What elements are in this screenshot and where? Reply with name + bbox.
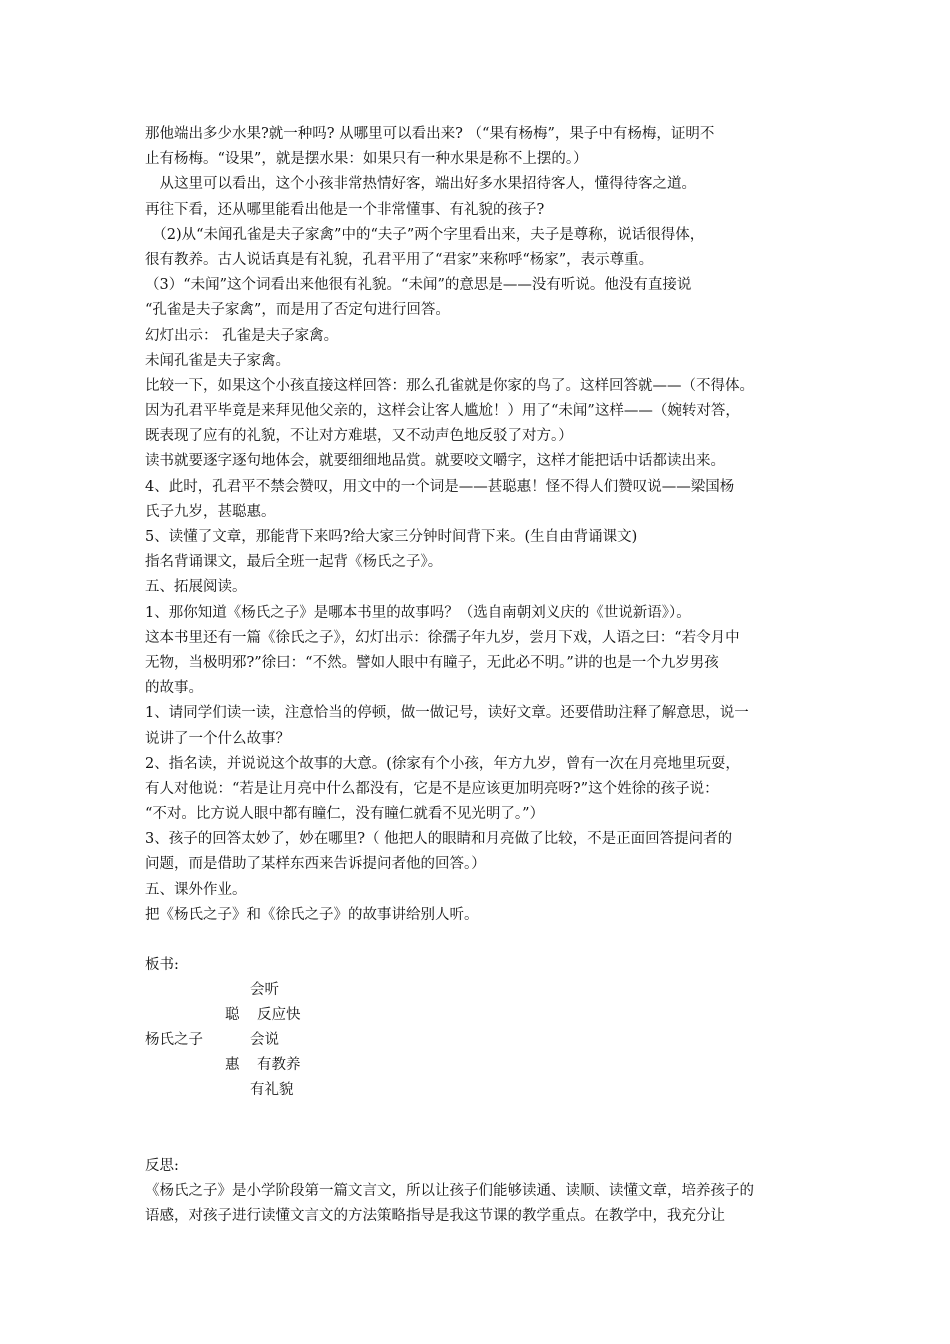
text-line: 幻灯出示： 孔雀是夫子家禽。 — [145, 327, 339, 344]
board-fanying: 反应快 — [257, 1007, 301, 1024]
text-line: 4、此时，孔君平不禁会赞叹，用文中的一个词是——甚聪惠！怪不得人们赞叹说——梁国杨 — [145, 478, 735, 495]
reflection-body — [145, 1179, 815, 1229]
board-jiaoyang: 有教养 — [257, 1057, 301, 1074]
text-line: 1、请同学们读一读，注意恰当的停顿，做一做记号，读好文章。还要借助注释了解意思，说一 — [145, 705, 749, 722]
text-line: “不对。比方说人眼中都有瞳仁，没有瞳仁就看不见光明了。”） — [145, 806, 545, 823]
text-line: 3、孩子的回答太妙了，妙在哪里?（ 他把人的眼睛和月亮做了比较，不是正面回答提问者的 — [145, 831, 733, 848]
board-hui: 惠 — [225, 1057, 240, 1074]
text-line: 从这里可以看出，这个小孩非常热情好客，端出好多水果招待客人，懂得待客之道。 — [145, 176, 696, 193]
text-line: 氏子九岁，甚聪惠。 — [145, 503, 276, 520]
blank-line — [145, 928, 815, 953]
text-line: 2、指名读，并说说这个故事的大意。(徐家有个小孩，年方九岁，曾有一次在月亮地里玩耍， — [145, 755, 740, 772]
text-line: 未闻孔雀是夫子家禽。 — [145, 352, 290, 369]
blank-line — [145, 1129, 815, 1154]
blackboard-outline — [145, 978, 815, 1103]
text-line: 有人对他说：“若是让月亮中什么都没有，它是不是应该更加明亮呀?”这个姓徐的孩子说： — [145, 780, 719, 797]
text-line: “孔雀是夫子家禽”，而是用了否定句进行回答。 — [145, 302, 450, 319]
text-line: 止有杨梅。“设果”，就是摆水果：如果只有一种水果是称不上摆的。） — [145, 151, 588, 168]
text-line: （2)从“未闻孔雀是夫子家禽”中的“夫子”两个字里看出来，夫子是尊称，说话很得体， — [145, 226, 705, 243]
text-line: （3）“未闻”这个词看出来他很有礼貌。“未闻”的意思是——没有听说。他没有直接说 — [145, 277, 692, 294]
text-line: 语感，对孩子进行读懂文言文的方法策略指导是我这节课的教学重点。在教学中，我充分让 — [145, 1208, 725, 1225]
text-line: 读书就要逐字逐句地体会，就要细细地品赏。就要咬文嚼字，这样才能把话中话都读出来。 — [145, 453, 725, 470]
text-line: 很有教养。古人说话真是有礼貌，孔君平用了“君家”来称呼“杨家”，表示尊重。 — [145, 251, 654, 268]
document-page — [145, 122, 815, 1229]
board-cong: 聪 — [225, 1007, 240, 1024]
lesson-body — [145, 122, 815, 928]
text-line: 说讲了一个什么故事？ — [145, 730, 290, 747]
text-line: 把《杨氏之子》和《徐氏之子》的故事讲给别人听。 — [145, 906, 479, 923]
board-title: 杨氏之子 — [145, 1032, 203, 1049]
text-line: 5、读懂了文章，那能背下来吗?给大家三分钟时间背下来。(生自由背诵课文) — [145, 529, 638, 545]
text-line: 既表现了应有的礼貌，不让对方难堪，又不动声色地反驳了对方。） — [145, 428, 573, 445]
text-line: 比较一下，如果这个小孩直接这样回答：那么孔雀就是你家的鸟了。这样回答就——（不得体。 — [145, 377, 754, 394]
board-hui-shuo: 会说 — [250, 1032, 279, 1049]
board-limao: 有礼貌 — [250, 1082, 294, 1099]
blank-line — [145, 1103, 815, 1128]
text-line: 1、那你知道《杨氏之子》是哪本书里的故事吗？（选自南朝刘义庆的《世说新语》）。 — [145, 604, 691, 621]
text-line: 无物，当极明邪?”徐曰：“不然。譬如人眼中有瞳子，无此必不明。”讲的也是一个九岁男孩 — [145, 654, 719, 671]
text-line: 这本书里还有一篇《徐氏之子》，幻灯出示：徐孺子年九岁，尝月下戏，人语之曰：“若令月中 — [145, 629, 740, 646]
text-line: 的故事。 — [145, 680, 203, 697]
text-line: 《杨氏之子》是小学阶段第一篇文言文，所以让孩子们能够读通、读顺、读懂文章，培养孩子的 — [145, 1182, 754, 1199]
text-line: 五、课外作业。 — [145, 881, 247, 898]
text-line: 那他端出多少水果?就一种吗? 从哪里可以看出来? （“果有杨梅”，果子中有杨梅，证明不 — [145, 126, 715, 142]
board-label: 板书: — [145, 957, 179, 974]
text-line: 指名背诵课文，最后全班一起背《杨氏之子》。 — [145, 554, 443, 571]
text-line: 因为孔君平毕竟是来拜见他父亲的，这样会让客人尴尬！）用了“未闻”这样——（婉转对答， — [145, 403, 740, 420]
text-line: 五、拓展阅读。 — [145, 579, 247, 596]
board-hui-ting: 会听 — [250, 982, 279, 999]
text-line: 再往下看，还从哪里能看出他是一个非常懂事、有礼貌的孩子? — [145, 201, 545, 218]
text-line: 问题，而是借助了某样东西来告诉提问者他的回答。） — [145, 856, 486, 873]
reflection-label: 反思: — [145, 1157, 179, 1174]
